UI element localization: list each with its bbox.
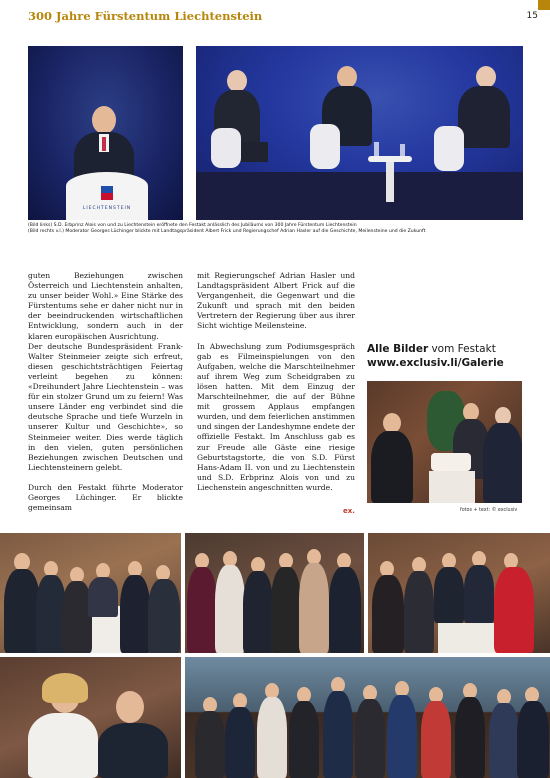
gallery-promo-title-bold: Alle Bilder xyxy=(367,343,429,355)
gallery-photo-5 xyxy=(185,657,550,778)
gallery-photo-3 xyxy=(368,533,550,653)
gallery-url-link[interactable]: www.exclusiv.li/Galerie xyxy=(367,357,504,369)
gallery-promo-title xyxy=(367,342,496,356)
col2-paragraph-1: mit Regierungschef Adrian Hasler und Landtagspräsident Albert Frick auf die Vergangenheit, die Gegenwart und die Zukunft und sprach mit den beiden Vertretern der Regierung über aus ihrer Sicht wichtige Meilensteine. xyxy=(197,271,355,331)
photo-panel-discussion xyxy=(196,46,523,220)
col2-paragraph-2: In Abwechslung zum Podiumsgespräch gab es Filmeinspielungen von den Aufgaben, welche die Marschteilnehmer auf ihrem Weg zum Scheidgraben zu lösen hatten. Mit dem Einzug der Marschteilnehmer, die auf der Bühne mit grossem Applaus empfangen wurden, und dem feierlichen anstimmen und singen der Landeshymne endete der offizielle Festakt. Im Anschluss gab es zur Freude alle Gäste eine riesige Geburtstagstorte, die von S.D. Fürst Hans-Adam II. von und zu Liechtenstein und S.D. Erbprinz Alois von und zu Liechenstein angeschnitten wurde. xyxy=(197,341,355,492)
gallery-photo-1 xyxy=(0,533,181,653)
photo-erbprinz-podium xyxy=(28,46,183,220)
col1-paragraph-2: Der deutsche Bundespräsident Frank-Walter Steinmeier zeigte sich erfreut, diesen geschichtsträchtigen Feiertag verleint begehen zu können: «Dreihundert Jahre Liechtenstein – was für ein stolzer Grund um zu feiern! Was unsere Länder eng verbindet sind die deutsche Sprache und tiefe Wurzeln in unserer Kultur und Geschichte», so Steinmeier weiter. Dies werde täglich in den vielen, guten persönlichen Beziehungen zwischen Deutschen und Liechtensteinern gelebt. xyxy=(28,341,183,472)
gallery-promo-title-rest: vom Festakt xyxy=(428,343,496,355)
top-photos-caption xyxy=(28,223,528,235)
photo-cake-ceremony xyxy=(367,381,522,503)
gallery-photo-4 xyxy=(0,657,181,778)
article-column-2 xyxy=(197,271,355,493)
col1-paragraph-3: Durch den Festakt führte Moderator Georges Lüchinger. Er blickte gemeinsam xyxy=(28,482,183,513)
podium-logo-text: LIECHTENSTEIN xyxy=(82,206,132,211)
caption-line-1: (Bild links) S.D. Erbprinz Alois von und zu Liechtenstein eröffnete den Festakt anlässlich des Jubiläums von 300 Jahre Fürstentum Liechtenstein xyxy=(28,223,357,228)
article-column-1 xyxy=(28,271,183,513)
header-accent-bar xyxy=(538,0,550,10)
page-header-title: 300 Jahre Fürstentum Liechtenstein xyxy=(28,9,263,23)
photo-credit: fotos + text: © exclusiv xyxy=(460,508,518,513)
page-number: 15 xyxy=(526,11,538,21)
gallery-photo-2 xyxy=(185,533,364,653)
article-end-mark: ex. xyxy=(343,507,355,515)
caption-line-2: (Bild rechts v.l.) Moderator Georges Lüchinger blickte mit Landtagspräsident Albert Frick und Regierungschef Adrian Hasler auf die Geschichte, Meilensteine und die Zukunft xyxy=(28,229,426,235)
col1-paragraph-1: guten Beziehungen zwischen Österreich und Liechtenstein anhalten, zu unser beider Wohl.» Eine Stärke des Fürstentums sehe er daher nicht nur in der beeindruckenden wirtschaftlichen Entwicklung, sondern auch in der klaren europäischen Ausrichtung. xyxy=(28,271,183,341)
